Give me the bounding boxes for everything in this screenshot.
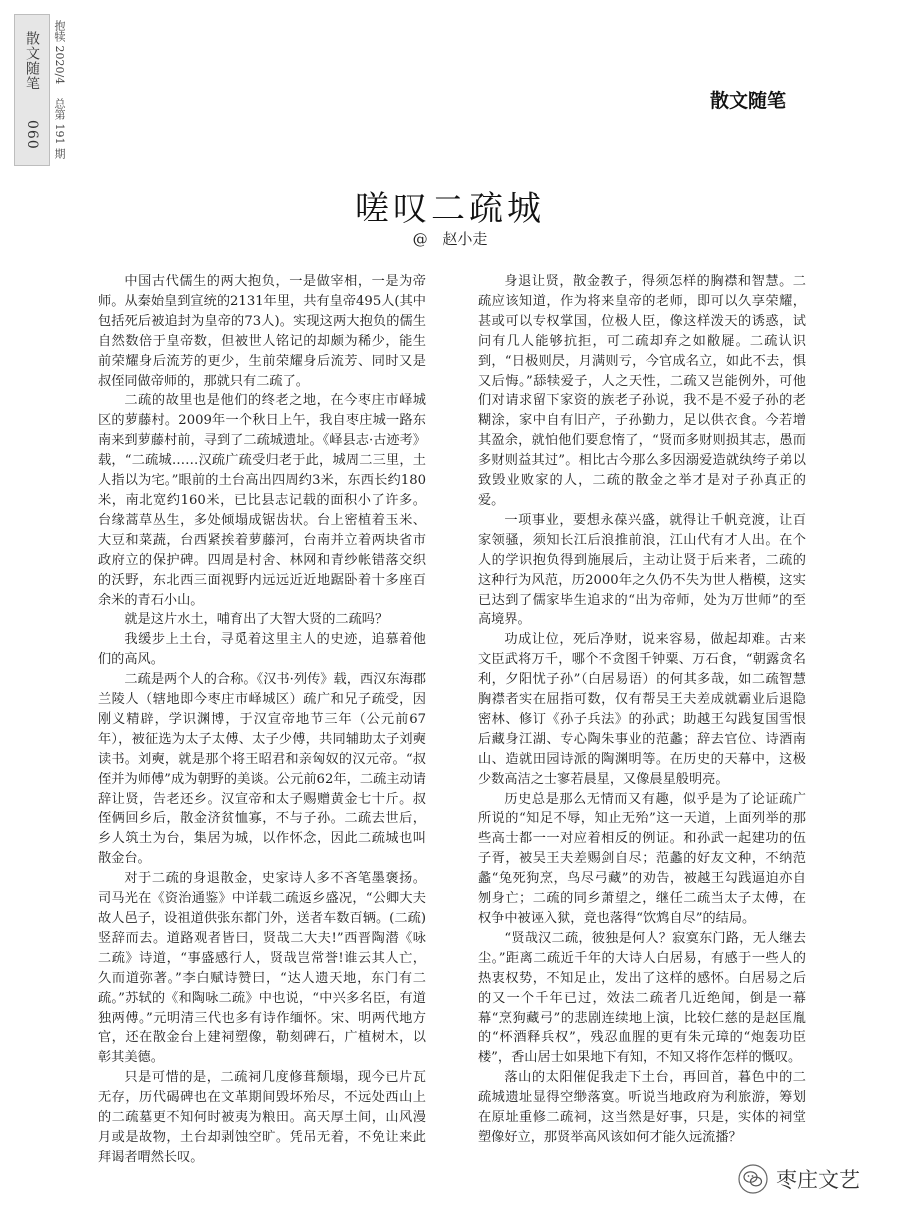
journal-issue-date: 抱犊 2020/4: [53, 20, 66, 85]
right-column: [478, 272, 806, 1148]
paragraph: 一项事业，要想永葆兴盛，就得让千帆竞渡，让百家领骚，须知长江后浪推前浪，江山代有才人出。在个人的学识抱负得到施展后，主动让贤于后来者，二疏的这种行为风范，历2000年之久仍不失为世人楷模，这实已达到了儒家毕生追求的“出为帝师，处为万世师”的至高境界。: [478, 512, 806, 628]
author-name: 赵小走: [442, 230, 488, 248]
paragraph: 功成让位，死后净财，说来容易，做起却难。古来文臣武将万千，哪个不贪图千钟粟、万石食，“朝露贪名利，夕阳忧子孙”（白居易语）的何其多哉，如二疏智慧胸襟者实在屈指可数，仅有帮吴王夫差成就霸业后退隐密林、修订《孙子兵法》的孙武；助越王勾践复国雪恨后藏身江湖、专心陶朱事业的范蠡；辞去官位、诗酒南山、造就田园诗派的陶渊明等。在历史的天幕中，这极少数高洁之士寥若晨星，又像晨星般明亮。: [478, 632, 806, 787]
byline: [0, 228, 900, 249]
left-column: [98, 272, 426, 1168]
wechat-icon: [738, 1164, 768, 1194]
paragraph: 身退让贤，散金教子，得须怎样的胸襟和智慧。二疏应该知道，作为将来皇帝的老师，即可以久享荣耀，甚或可以专权掌国，位极人臣，像这样泼天的诱惑，试问有几人能够抗拒，可二疏却弃之如敝屣。二疏认识到，“日极则昃，月满则亏，今官成名立，如此不去，惧又后悔。”舔犊爱子，人之天性，二疏又岂能例外，可他们对请求留下家资的族老子孙说，我不是不爱子孙的老糊涂，家中自有旧产，子孙勤力，足以供衣食。今若增其盈余，就怕他们要怠惰了，“贤而多财则损其志，愚而多财则益其过”。相比古今那么多因溺爱造就纨绔子弟以致毁业败家的人，二疏的散金之举才是对子孙真正的爱。: [478, 274, 806, 508]
paragraph: 二疏的故里也是他们的终老之地，在今枣庄市峄城区的萝藤村。2009年一个秋日上午，我自枣庄城一路东南来到萝藤村前，寻到了二疏城遗址。《峄县志·古迹考》载，“二疏城……汉疏广疏受归老于此，城周二三里，土人指以为宅。”眼前的土台高出四周约3米，东西长约180米，南北宽约160米，已比县志记载的面积小了许多。台缘蒿草丛生，多处倾塌成锯齿状。台上密植着玉米、大豆和菜蔬，台西紧挨着萝藤河，台南并立着两块省市政府立的保护碑。四周是村舍、林网和青纱帐错落交织的沃野，东北西三面视野内远远近近地踞卧着十多座百余米的青石小山。: [98, 393, 426, 608]
paragraph: “贤哉汉二疏，彼独是何人？寂寞东门路，无人继去尘。”距离二疏近千年的大诗人白居易，有感于一些人的热衷权势，不知足止，发出了这样的感怀。白居易之后的又一个千年已过，效法二疏者几近绝闻，倒是一幕幕“烹狗藏弓”的悲剧连续地上演，比较仁慈的是赵匡胤的“杯酒释兵权”，残忍血腥的更有朱元璋的“炮轰功臣楼”，香山居士如果地下有知，不知又将作怎样的慨叹。: [478, 930, 806, 1066]
article-title: 嗟叹二疏城: [355, 188, 545, 229]
column-tag: 散文随笔: [710, 90, 787, 112]
byline-symbol: @: [412, 230, 428, 248]
paragraph: 落山的太阳催促我走下土台，再回首，暮色中的二疏城遗址显得空缈落寞。听说当地政府为利旅游，筹划在原址重修二疏祠，这当然是好事，只是，实体的祠堂塑像好立，那贤举高风该如何才能久远流播？: [478, 1070, 806, 1145]
watermark-text: 枣庄文艺: [776, 1168, 860, 1192]
side-tab-page-number: 060: [24, 119, 40, 150]
paragraph: 对于二疏的身退散金，史家诗人多不吝笔墨褒扬。司马光在《资治通鉴》中详载二疏返乡盛况，“公卿大夫故人邑子，设祖道供张东都门外，送者车数百辆。(二疏)竖辞而去。道路观者皆曰，贤哉二大夫!”西晋陶潜《咏二疏》诗道，“事盛感行人，贤哉岂常誉!谁云其人亡，久而道弥著。”李白赋诗赞曰，“达人遗天地，东门有二疏。”苏轼的《和陶咏二疏》中也说，“中兴多名臣，有道独两傅。”元明清三代也多有诗作缅怀。宋、明两代地方官，还在散金台上建祠塑像，勒刻碑石，广植树木，以彰其美德。: [98, 871, 426, 1066]
paragraph: 历史总是那么无情而又有趣，似乎是为了论证疏广所说的“知足不辱，知止无殆”这一天道，上面列举的那些高士都一一对应着相反的例证。和孙武一起建功的伍子胥，被吴王夫差赐剑自尽；范蠡的好友文种，不纳范蠡“兔死狗烹，鸟尽弓藏”的劝告，被越王勾践逼迫亦自刎身亡；二疏的同乡萧望之，继任二疏当太子太傅，在权争中被诬入狱，竟也落得“饮鸩自尽”的结局。: [478, 791, 806, 926]
paragraph: 我缓步上土台，寻觅着这里主人的史迹，追慕着他们的高风。: [98, 632, 426, 668]
paragraph: 就是这片水土，哺育出了大智大贤的二疏吗？: [124, 612, 389, 628]
section-side-tab: [14, 14, 50, 166]
paragraph: 只是可惜的是，二疏祠几度修葺颓塌，现今已片瓦无存，历代碣碑也在文革期间毁坏殆尽，不远处西山上的二疏墓更不知何时被夷为粮田。高天厚土间，山风漫月或是故物，土台却剥蚀空旷。凭吊无着，不免让来此拜谒者喟然长叹。: [98, 1070, 426, 1165]
paragraph: 二疏是两个人的合称。《汉书·列传》载，西汉东海郡兰陵人（辖地即今枣庄市峄城区）疏广和兄子疏受，因刚义精辟，学识渊博，于汉宣帝地节三年（公元前67年），被征选为太子太傅、太子少傅，共同辅助太子刘奭读书。刘奭，就是那个将王昭君和亲匈奴的汉元帝。“叔侄并为师傅”成为朝野的美谈。公元前62年，二疏主动请辞让贤，告老还乡。汉宣帝和太子赐赠黄金七十斤。叔侄俩回乡后，散金济贫恤寡，不与子孙。二疏去世后，乡人筑土为台，集居为城，以作怀念，因此二疏城也叫散金台。: [98, 672, 426, 867]
paragraph: 中国古代儒生的两大抱负，一是做宰相，一是为帝师。从秦始皇到宣统的2131年里，共有皇帝495人(其中包括死后被追封为皇帝的73人)。实现这两大抱负的儒生自然数倍于皇帝数，但被世人铭记的却颇为稀少，能生前荣耀身后流芳的更少，生前荣耀身后流芳、同时又是叔侄同做帝师的，那就只有二疏了。: [98, 274, 426, 389]
side-tab-section: 散文随笔: [24, 30, 40, 91]
publisher-watermark: [738, 1161, 860, 1197]
journal-total-issue: 总第 191 期: [53, 97, 66, 159]
